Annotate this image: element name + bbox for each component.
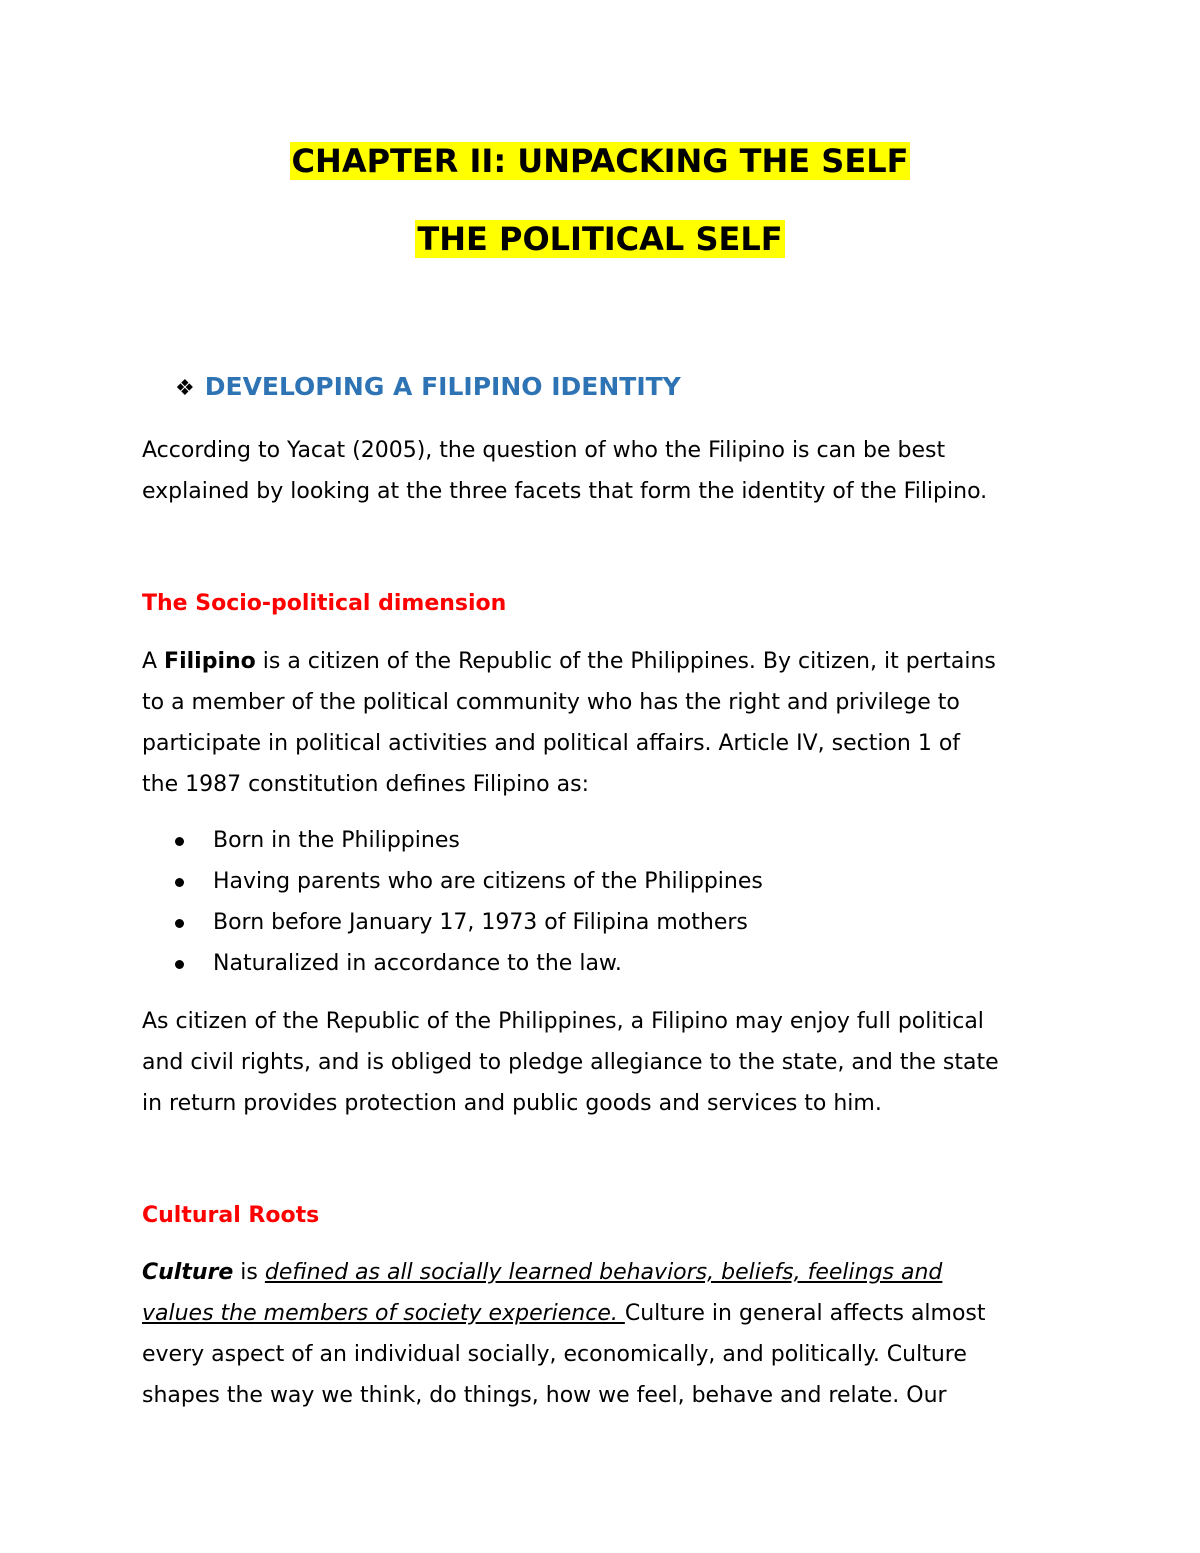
- definition-text: values the members of society experience.: [142, 1301, 625, 1326]
- list-item-text: Having parents who are citizens of the Philippines: [213, 869, 763, 894]
- intro-line: According to Yacat (2005), the question of who the Filipino is can be best: [142, 438, 946, 463]
- bullet-dot-icon: [175, 919, 184, 928]
- paragraph-line: participate in political activities and political affairs. Article IV, section 1 of: [142, 731, 961, 756]
- intro-paragraph: [142, 430, 1072, 512]
- citizenship-list: [142, 820, 763, 984]
- paragraph-line: [142, 641, 1072, 682]
- section-heading-text: DEVELOPING A FILIPINO IDENTITY: [204, 372, 681, 401]
- intro-line: explained by looking at the three facets that form the identity of the Filipino.: [142, 479, 988, 504]
- diamond-bullet-icon: ❖: [175, 376, 195, 401]
- culture-paragraph: [142, 1252, 1072, 1416]
- paragraph-line: shapes the way we think, do things, how we feel, behave and relate. Our: [142, 1383, 947, 1408]
- bullet-dot-icon: [175, 960, 184, 969]
- cultural-roots-heading: Cultural Roots: [142, 1203, 320, 1228]
- text-run: is a citizen of the Republic of the Philippines. By citizen, it pertains: [255, 649, 996, 674]
- culture-term: Culture: [142, 1260, 234, 1285]
- definition-text: defined as all socially learned behaviors, beliefs, feelings and: [264, 1260, 943, 1285]
- list-item-text: Born before January 17, 1973 of Filipina mothers: [213, 910, 748, 935]
- section-heading: [175, 370, 681, 406]
- socio-paragraph-1: [142, 641, 1072, 805]
- text-run: is: [233, 1260, 265, 1285]
- text-run: Culture in general affects almost: [624, 1301, 986, 1326]
- filipino-term: Filipino: [164, 649, 256, 674]
- list-item-text: Born in the Philippines: [213, 828, 460, 853]
- bullet-dot-icon: [175, 878, 184, 887]
- topic-title-text: THE POLITICAL SELF: [417, 220, 783, 258]
- socio-paragraph-2: [142, 1001, 1072, 1124]
- list-item: [142, 820, 763, 861]
- chapter-title-text: CHAPTER II: UNPACKING THE SELF: [291, 142, 909, 180]
- paragraph-line: [142, 1252, 1072, 1293]
- list-item: [142, 861, 763, 902]
- paragraph-line: every aspect of an individual socially, economically, and politically. Culture: [142, 1342, 967, 1367]
- list-item-text: Naturalized in accordance to the law.: [213, 951, 622, 976]
- text-run: A: [142, 649, 165, 674]
- paragraph-line: and civil rights, and is obliged to pledge allegiance to the state, and the state: [142, 1050, 999, 1075]
- list-item: [142, 902, 763, 943]
- paragraph-line: [142, 1293, 1072, 1334]
- paragraph-line: in return provides protection and public goods and services to him.: [142, 1091, 882, 1116]
- topic-title: [0, 219, 1200, 259]
- bullet-dot-icon: [175, 837, 184, 846]
- paragraph-line: to a member of the political community who has the right and privilege to: [142, 690, 960, 715]
- chapter-title: [0, 141, 1200, 181]
- paragraph-line: the 1987 constitution defines Filipino as:: [142, 772, 589, 797]
- socio-political-heading: The Socio-political dimension: [142, 591, 507, 616]
- paragraph-line: As citizen of the Republic of the Philippines, a Filipino may enjoy full political: [142, 1009, 984, 1034]
- list-item: [142, 943, 763, 984]
